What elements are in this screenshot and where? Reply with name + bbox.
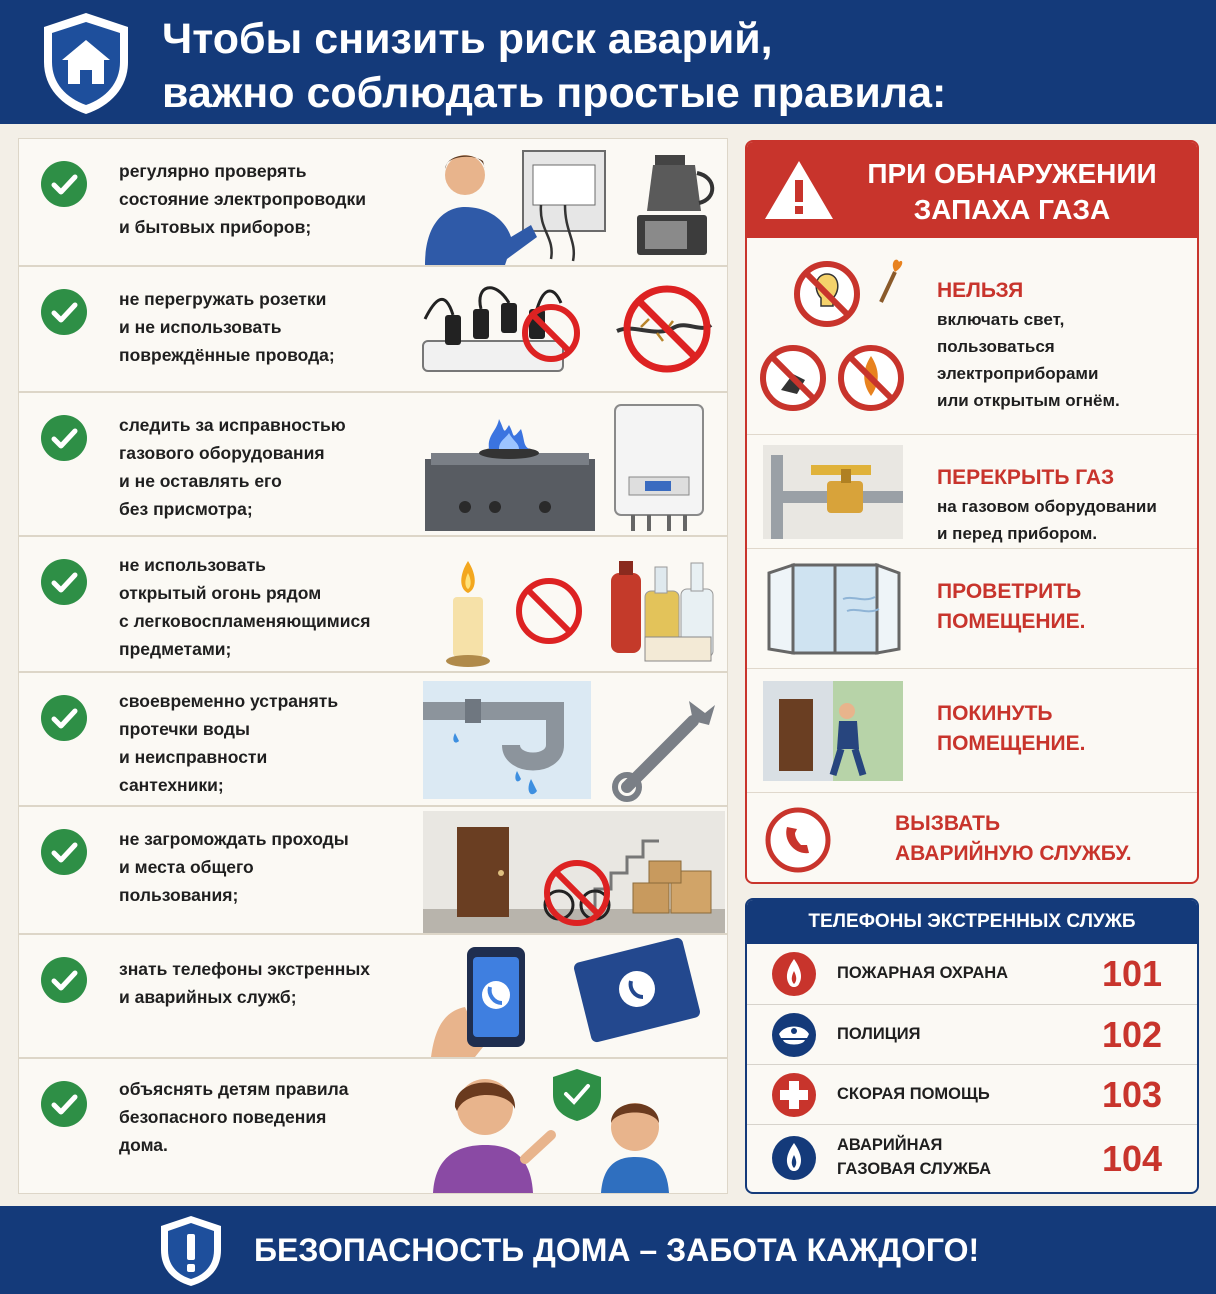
shutoff-text — [937, 463, 1197, 547]
microwave-icon — [637, 215, 707, 255]
rule-line: и не оставлять его — [119, 471, 282, 491]
match-icon — [881, 260, 902, 302]
phone-label-line: ПОЖАРНАЯ ОХРАНА — [837, 964, 1009, 982]
rule-text — [119, 687, 409, 799]
check-icon — [41, 695, 87, 741]
rule-item — [18, 138, 728, 266]
prohibited-icon — [519, 581, 579, 641]
no-fire-icon — [841, 348, 901, 408]
gas-valve-icon — [763, 445, 903, 539]
parent-child-icon — [433, 1079, 669, 1193]
rule-line: состояние электропроводки — [119, 189, 366, 209]
rule-line: следить за исправностью — [119, 415, 346, 435]
police-cap-icon — [771, 1012, 817, 1058]
phone-row-ambulance — [747, 1064, 1197, 1124]
rule-line: и бытовых приборов; — [119, 217, 312, 237]
phone-label-line: АВАРИЙНАЯ — [837, 1136, 943, 1154]
shutoff-heading: ПЕРЕКРЫТЬ ГАЗ — [937, 466, 1115, 489]
phone-book-icon — [573, 937, 702, 1043]
rule-line: дома. — [119, 1135, 168, 1155]
phone-label-line: ПОЛИЦИЯ — [837, 1025, 921, 1043]
rule-item — [18, 672, 728, 806]
gas-panel-title — [837, 156, 1187, 228]
fire-icon — [771, 951, 817, 997]
phone-number[interactable]: 104 — [1101, 1138, 1163, 1179]
phone-row-gas — [747, 1124, 1197, 1192]
rule-text — [119, 285, 409, 369]
rule-text — [119, 157, 409, 241]
phone-label — [837, 1082, 1037, 1106]
gas-step-shutoff — [747, 434, 1197, 548]
phone-number[interactable]: 101 — [1101, 953, 1163, 994]
phone-number[interactable]: 103 — [1101, 1074, 1163, 1115]
flammable-bottles-icon — [611, 561, 713, 661]
person-leaving-icon — [763, 679, 903, 783]
rule-line: не загромождать проходы — [119, 829, 349, 849]
call-line: ВЫЗВАТЬ — [895, 812, 1001, 835]
rule-line: открытый огонь рядом — [119, 583, 322, 603]
rule-line: своевременно устранять — [119, 691, 339, 711]
check-icon — [41, 415, 87, 461]
forbidden-text — [937, 276, 1197, 414]
check-icon — [41, 957, 87, 1003]
phones-title: ТЕЛЕФОНЫ ЭКСТРЕННЫХ СЛУЖБ — [747, 900, 1197, 944]
forbidden-line: или открытым огнём. — [937, 391, 1120, 410]
rule-line: знать телефоны экстренных — [119, 959, 370, 979]
page-title — [162, 12, 1192, 120]
emergency-phones-panel — [745, 898, 1199, 1194]
phone-row-fire — [747, 944, 1197, 1004]
open-window-icon — [763, 559, 903, 659]
rule-item — [18, 1058, 728, 1194]
rule-item — [18, 392, 728, 536]
no-light-icon — [797, 264, 857, 324]
rule-line: предметами; — [119, 639, 232, 659]
rule-line: и аварийных служб; — [119, 987, 297, 1007]
gas-boiler-icon — [615, 405, 703, 531]
gas-flame-icon — [771, 1135, 817, 1181]
no-plug-icon — [763, 348, 823, 408]
rule-line: сантехники; — [119, 775, 224, 795]
forbidden-line: электроприборами — [937, 364, 1099, 383]
phone-label — [837, 1022, 1037, 1046]
leaking-pipe-icon — [423, 681, 591, 799]
gas-step-ventilate — [747, 548, 1197, 668]
footer-slogan: БЕЗОПАСНОСТЬ ДОМА – ЗАБОТА КАЖДОГО! — [254, 1232, 980, 1268]
ventilate-line: ПРОВЕТРИТЬ — [937, 580, 1082, 603]
rule-item — [18, 536, 728, 672]
gas-title-line: ЗАПАХА ГАЗА — [913, 194, 1111, 225]
leave-line: ПОМЕЩЕНИЕ. — [937, 732, 1086, 755]
check-icon — [41, 289, 87, 335]
gas-step-leave — [747, 668, 1197, 792]
check-icon — [41, 559, 87, 605]
leave-text — [937, 699, 1197, 759]
phone-row-police — [747, 1004, 1197, 1064]
rule-line: не использовать — [119, 555, 266, 575]
rule-line: и места общего — [119, 857, 254, 877]
cluttered-hallway-icon — [423, 811, 725, 933]
shield-exclamation-icon — [158, 1214, 224, 1288]
rule-line: регулярно проверять — [119, 161, 307, 181]
leave-line: ПОКИНУТЬ — [937, 702, 1053, 725]
gas-panel-header — [747, 142, 1197, 238]
rule-line: объяснять детям правила — [119, 1079, 349, 1099]
check-icon — [41, 829, 87, 875]
rule-text — [119, 825, 409, 909]
gas-step-forbidden — [747, 238, 1197, 434]
rule-line: пользования; — [119, 885, 239, 905]
house-shield-icon — [40, 10, 132, 116]
rule-line: газового оборудования — [119, 443, 325, 463]
rule-text — [119, 551, 409, 663]
forbidden-line: пользоваться — [937, 337, 1055, 356]
rule-line: протечки воды — [119, 719, 250, 739]
medical-cross-icon — [771, 1072, 817, 1118]
rule-line: и неисправности — [119, 747, 268, 767]
rule-line: повреждённые провода; — [119, 345, 335, 365]
kettle-icon — [647, 155, 712, 211]
call-text — [895, 809, 1195, 869]
forbidden-line: включать свет, — [937, 310, 1065, 329]
wrench-icon — [615, 701, 715, 799]
rule-text — [119, 1075, 409, 1159]
gas-stove-icon — [425, 419, 595, 531]
gas-step-call — [747, 792, 1197, 884]
rule-item — [18, 934, 728, 1058]
rule-item — [18, 806, 728, 934]
emergency-phone-icon — [763, 805, 833, 875]
gas-title-line: ПРИ ОБНАРУЖЕНИИ — [867, 158, 1157, 189]
rule-text — [119, 411, 409, 523]
check-icon — [41, 161, 87, 207]
phone-label-line: СКОРАЯ ПОМОЩЬ — [837, 1085, 990, 1103]
shield-check-icon — [553, 1069, 601, 1121]
title-line-2: важно соблюдать простые правила: — [162, 69, 947, 117]
warning-triangle-icon — [763, 158, 835, 222]
ventilate-text — [937, 577, 1197, 637]
phone-label-line: ГАЗОВАЯ СЛУЖБА — [837, 1160, 992, 1178]
footer — [0, 1206, 1216, 1294]
ventilate-line: ПОМЕЩЕНИЕ. — [937, 610, 1086, 633]
shutoff-line: и перед прибором. — [937, 524, 1098, 543]
rule-line: не перегружать розетки — [119, 289, 327, 309]
phone-label — [837, 961, 1037, 985]
header — [0, 0, 1216, 124]
rule-text — [119, 955, 409, 1011]
forbidden-heading: НЕЛЬЗЯ — [937, 279, 1024, 302]
title-line-1: Чтобы снизить риск аварий, — [162, 15, 773, 63]
candle-icon — [446, 561, 490, 667]
phone-label — [837, 1133, 1037, 1181]
rule-line: безопасного поведения — [119, 1107, 327, 1127]
call-line: АВАРИЙНУЮ СЛУЖБУ. — [895, 842, 1132, 865]
shutoff-line: на газовом оборудовании — [937, 497, 1157, 516]
power-strip-icon — [423, 288, 577, 371]
gas-smell-panel — [745, 140, 1199, 884]
rule-line: с легковоспламеняющимися — [119, 611, 371, 631]
rule-line: и не использовать — [119, 317, 282, 337]
damaged-wire-icon — [617, 289, 711, 369]
smartphone-icon — [431, 947, 525, 1057]
phone-number[interactable]: 102 — [1101, 1014, 1163, 1055]
rule-item — [18, 266, 728, 392]
check-icon — [41, 1081, 87, 1127]
rule-line: без присмотра; — [119, 499, 253, 519]
electrician-icon — [425, 151, 605, 265]
